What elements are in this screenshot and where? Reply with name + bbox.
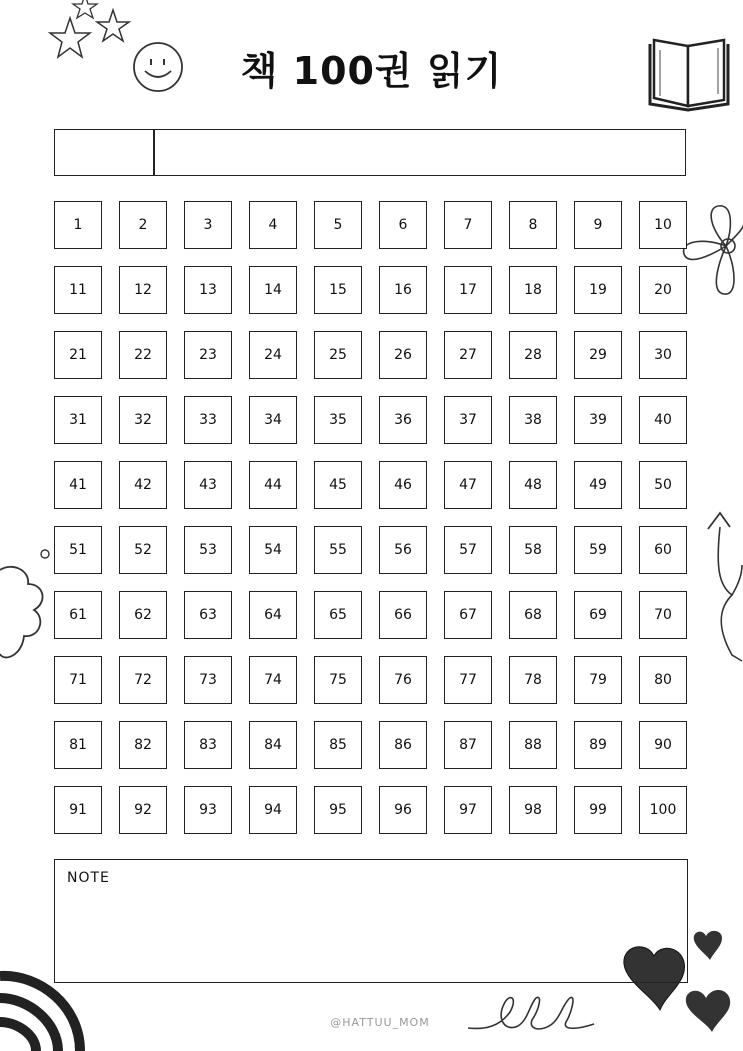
- book-cell-86[interactable]: 86: [379, 721, 427, 769]
- book-cell-81[interactable]: 81: [54, 721, 102, 769]
- book-cell-72[interactable]: 72: [119, 656, 167, 704]
- book-cell-59[interactable]: 59: [574, 526, 622, 574]
- book-cell-73[interactable]: 73: [184, 656, 232, 704]
- book-cell-43[interactable]: 43: [184, 461, 232, 509]
- book-cell-30[interactable]: 30: [639, 331, 687, 379]
- arrow-icon: [702, 505, 743, 665]
- book-cell-40[interactable]: 40: [639, 396, 687, 444]
- book-cell-97[interactable]: 97: [444, 786, 492, 834]
- book-cell-67[interactable]: 67: [444, 591, 492, 639]
- book-cell-38[interactable]: 38: [509, 396, 557, 444]
- book-cell-65[interactable]: 65: [314, 591, 362, 639]
- book-cell-2[interactable]: 2: [119, 201, 167, 249]
- name-field[interactable]: [54, 129, 686, 176]
- flower-icon: [678, 196, 743, 300]
- book-cell-27[interactable]: 27: [444, 331, 492, 379]
- book-cell-94[interactable]: 94: [249, 786, 297, 834]
- book-cell-4[interactable]: 4: [249, 201, 297, 249]
- book-cell-88[interactable]: 88: [509, 721, 557, 769]
- book-cell-83[interactable]: 83: [184, 721, 232, 769]
- book-cell-6[interactable]: 6: [379, 201, 427, 249]
- book-cell-12[interactable]: 12: [119, 266, 167, 314]
- book-cell-8[interactable]: 8: [509, 201, 557, 249]
- book-cell-32[interactable]: 32: [119, 396, 167, 444]
- book-cell-51[interactable]: 51: [54, 526, 102, 574]
- book-cell-10[interactable]: 10: [639, 201, 687, 249]
- book-cell-64[interactable]: 64: [249, 591, 297, 639]
- book-cell-57[interactable]: 57: [444, 526, 492, 574]
- book-cell-46[interactable]: 46: [379, 461, 427, 509]
- book-cell-25[interactable]: 25: [314, 331, 362, 379]
- book-cell-85[interactable]: 85: [314, 721, 362, 769]
- book-cell-93[interactable]: 93: [184, 786, 232, 834]
- book-cell-19[interactable]: 19: [574, 266, 622, 314]
- book-cell-78[interactable]: 78: [509, 656, 557, 704]
- book-cell-3[interactable]: 3: [184, 201, 232, 249]
- footer-handle: @HATTUU_MOM: [330, 1016, 430, 1029]
- book-cell-28[interactable]: 28: [509, 331, 557, 379]
- book-cell-39[interactable]: 39: [574, 396, 622, 444]
- book-cell-62[interactable]: 62: [119, 591, 167, 639]
- page-title: 책 100권 읽기: [240, 49, 503, 93]
- book-cell-71[interactable]: 71: [54, 656, 102, 704]
- book-cell-99[interactable]: 99: [574, 786, 622, 834]
- book-cell-50[interactable]: 50: [639, 461, 687, 509]
- cloud-icon: [0, 540, 52, 665]
- book-cell-52[interactable]: 52: [119, 526, 167, 574]
- name-field-divider: [153, 130, 155, 175]
- book-cell-20[interactable]: 20: [639, 266, 687, 314]
- book-cell-80[interactable]: 80: [639, 656, 687, 704]
- book-cell-9[interactable]: 9: [574, 201, 622, 249]
- book-cell-74[interactable]: 74: [249, 656, 297, 704]
- book-cell-18[interactable]: 18: [509, 266, 557, 314]
- book-cell-7[interactable]: 7: [444, 201, 492, 249]
- book-cell-16[interactable]: 16: [379, 266, 427, 314]
- book-cell-79[interactable]: 79: [574, 656, 622, 704]
- note-box[interactable]: [54, 859, 688, 983]
- book-cell-60[interactable]: 60: [639, 526, 687, 574]
- book-cell-26[interactable]: 26: [379, 331, 427, 379]
- book-cell-45[interactable]: 45: [314, 461, 362, 509]
- book-cell-48[interactable]: 48: [509, 461, 557, 509]
- book-cell-13[interactable]: 13: [184, 266, 232, 314]
- book-cell-5[interactable]: 5: [314, 201, 362, 249]
- book-cell-35[interactable]: 35: [314, 396, 362, 444]
- book-cell-63[interactable]: 63: [184, 591, 232, 639]
- book-cell-84[interactable]: 84: [249, 721, 297, 769]
- book-cell-56[interactable]: 56: [379, 526, 427, 574]
- book-cell-70[interactable]: 70: [639, 591, 687, 639]
- book-cell-17[interactable]: 17: [444, 266, 492, 314]
- book-cell-61[interactable]: 61: [54, 591, 102, 639]
- book-cell-92[interactable]: 92: [119, 786, 167, 834]
- book-cell-53[interactable]: 53: [184, 526, 232, 574]
- note-label: NOTE: [67, 870, 110, 886]
- book-cell-1[interactable]: 1: [54, 201, 102, 249]
- book-cell-66[interactable]: 66: [379, 591, 427, 639]
- book-cell-58[interactable]: 58: [509, 526, 557, 574]
- book-cell-37[interactable]: 37: [444, 396, 492, 444]
- book-cell-24[interactable]: 24: [249, 331, 297, 379]
- book-cell-22[interactable]: 22: [119, 331, 167, 379]
- book-cell-44[interactable]: 44: [249, 461, 297, 509]
- loops-icon: [466, 990, 596, 1038]
- book-cell-89[interactable]: 89: [574, 721, 622, 769]
- book-cell-14[interactable]: 14: [249, 266, 297, 314]
- book-cell-82[interactable]: 82: [119, 721, 167, 769]
- book-cell-55[interactable]: 55: [314, 526, 362, 574]
- book-cell-36[interactable]: 36: [379, 396, 427, 444]
- book-cell-49[interactable]: 49: [574, 461, 622, 509]
- book-cell-100[interactable]: 100: [639, 786, 687, 834]
- book-cell-15[interactable]: 15: [314, 266, 362, 314]
- book-cell-23[interactable]: 23: [184, 331, 232, 379]
- book-cell-29[interactable]: 29: [574, 331, 622, 379]
- book-cell-90[interactable]: 90: [639, 721, 687, 769]
- book-cell-91[interactable]: 91: [54, 786, 102, 834]
- book-cell-76[interactable]: 76: [379, 656, 427, 704]
- book-cell-54[interactable]: 54: [249, 526, 297, 574]
- book-cell-31[interactable]: 31: [54, 396, 102, 444]
- book-cell-41[interactable]: 41: [54, 461, 102, 509]
- book-cell-96[interactable]: 96: [379, 786, 427, 834]
- book-cell-47[interactable]: 47: [444, 461, 492, 509]
- book-cell-11[interactable]: 11: [54, 266, 102, 314]
- book-cell-69[interactable]: 69: [574, 591, 622, 639]
- book-cell-42[interactable]: 42: [119, 461, 167, 509]
- book-cell-98[interactable]: 98: [509, 786, 557, 834]
- book-cell-21[interactable]: 21: [54, 331, 102, 379]
- book-cell-33[interactable]: 33: [184, 396, 232, 444]
- book-cell-77[interactable]: 77: [444, 656, 492, 704]
- book-cell-75[interactable]: 75: [314, 656, 362, 704]
- book-cell-34[interactable]: 34: [249, 396, 297, 444]
- book-cell-95[interactable]: 95: [314, 786, 362, 834]
- book-cell-68[interactable]: 68: [509, 591, 557, 639]
- book-cell-87[interactable]: 87: [444, 721, 492, 769]
